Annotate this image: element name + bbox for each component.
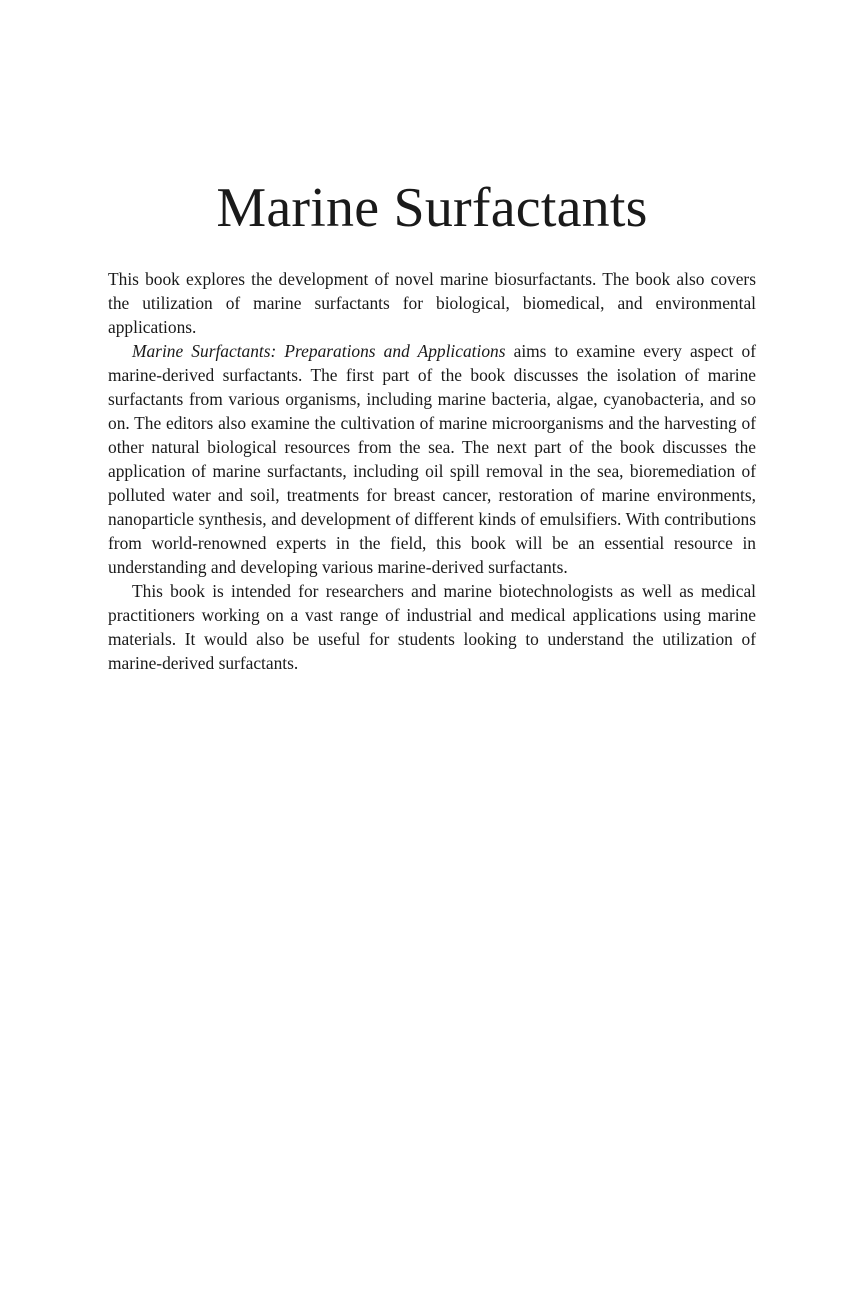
paragraph-scope-text: aims to examine every aspect of marine-derived surfactants. The first part of the book discusses the isolation of marine surfactants from various organisms, including marine bacteria, algae, cyanobacteria, and so on. The editors also examine the cultivation of marine microorganisms and the harvesting of other natural biological resources from the sea. The next part of the book discusses the application of marine surfactants, including oil spill removal in the sea, bioremediation of polluted water and soil, treatments for breast cancer, restoration of marine environments, nanoparticle synthesis, and development of different kinds of emulsifiers. With contributions from world-renowned experts in the field, this book will be an essential resource in understanding and developing various marine-derived surfactants.	[108, 341, 756, 577]
description-body	[108, 267, 756, 675]
page-title: Marine Surfactants	[216, 177, 648, 239]
paragraph-audience: This book is intended for researchers and marine biotechnologists as well as medical practitioners working on a vast range of industrial and medical applications using marine materials. It would also be useful for students looking to understand the utilization of marine-derived surfactants.	[108, 581, 756, 673]
book-title-italic: Marine Surfactants: Preparations and Applications	[132, 341, 506, 361]
paragraph-scope	[108, 339, 756, 579]
paragraph-intro: This book explores the development of novel marine biosurfactants. The book also covers the utilization of marine surfactants for biological, biomedical, and environmental applications.	[108, 269, 756, 337]
